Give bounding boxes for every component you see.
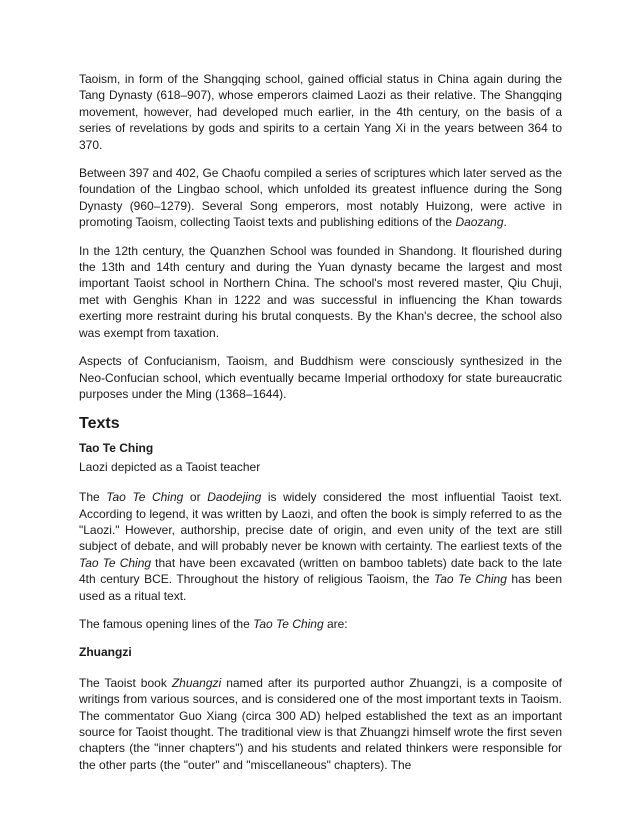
- ttc-text-a: The: [79, 490, 107, 505]
- ttc-title-2: Tao Te Ching: [79, 555, 152, 570]
- paragraph-lingbao: [79, 165, 562, 231]
- zhuangzi-text-a: The Taoist book: [79, 675, 172, 690]
- paragraph-shangqing: Taoism, in form of the Shangqing school, gained official status in China again during the Tang Dynasty (618–907), whose emperors claimed Laozi as their relative. The Shangqing movement, however, had developed much earlier, in the 4th century, on the basis of a series of revelations by gods and spirits to a certain Yang Xi in the years between 364 to 370.: [79, 72, 562, 152]
- ttc-title-4: Tao Te Ching: [253, 616, 324, 631]
- ttc-title-1: Tao Te Ching: [106, 490, 184, 505]
- zhuangzi-title: Zhuangzi: [171, 675, 222, 690]
- zhuangzi-heading: Zhuangzi: [79, 645, 132, 660]
- paragraph-zhuangzi: [79, 675, 562, 773]
- ttc-text-e: has been used as a ritual text.: [79, 572, 563, 603]
- zhuangzi-text-b: named after its purported author Zhuangzi, is a composite of writings from various sources, and is considered one of the most important texts in Taoism. The commentator Guo Xiang (circa 300 AD) helped established the text as an important source for Taoist thought. The traditional view is that Zhuangzi himself wrote the first seven chapters (the "inner chapters") and his students and related thinkers were responsible for the other parts (the "outer" and "miscellaneous" chapters). The: [79, 675, 562, 772]
- daozang-title: Daozang: [455, 215, 504, 230]
- document-page: [79, 71, 562, 785]
- paragraph-quanzhen: In the 12th century, the Quanzhen School was founded in Shandong. It flourished during the 13th and 14th century and during the Yuan dynasty became the largest and most important Taoist school in Northern China. The school's most revered master, Qiu Chuji, met with Genghis Khan in 1222 and was successful in influencing the Khan towards exerting more restraint during his brutal conquests. By the Khan's decree, the school also was exempt from taxation.: [79, 243, 562, 340]
- ttc-text-c: is widely considered the most influential Taoist text. According to legend, it was written by Laozi, and often the book is simply referred to as the "Laozi." However, authorship, precise date of origin, and even unity of the text are still subject of debate, and will probably never be known with certainty. The earliest texts of the: [79, 490, 563, 554]
- laozi-caption: Laozi depicted as a Taoist teacher: [79, 459, 261, 474]
- opening-text-b: are:: [323, 616, 348, 631]
- paragraph-lingbao-text: Between 397 and 402, Ge Chaofu compiled a series of scriptures which later served as the foundation of the Lingbao school, which unfolded its greatest influence during the Song Dynasty (960–1279). Several Song emperors, most notably Huizong, were active in promoting Taoism, collecting Taoist texts and publishing editions of the: [79, 166, 562, 230]
- texts-heading: Texts: [79, 415, 120, 433]
- paragraph-neo-confucian: Aspects of Confucianism, Taoism, and Buddhism were consciously synthesized in the Neo-Confucian school, which eventually became Imperial orthodoxy for state bureaucratic purposes under the Ming (1368–1644).: [79, 354, 562, 401]
- paragraph-lingbao-end: .: [503, 215, 507, 230]
- daodejing-title: Daodejing: [207, 490, 262, 505]
- paragraph-opening-lines: [79, 616, 562, 632]
- opening-text-a: The famous opening lines of the: [79, 616, 254, 631]
- ttc-text-d: that have been excavated (written on bamboo tablets) date back to the late 4th century BCE. Throughout the history of religious Taoism, the: [79, 555, 563, 587]
- ttc-title-3: Tao Te Ching: [434, 572, 507, 587]
- tao-te-ching-heading: Tao Te Ching: [79, 441, 154, 456]
- paragraph-tao-te-ching: [79, 489, 562, 604]
- ttc-text-b: or: [183, 490, 208, 505]
